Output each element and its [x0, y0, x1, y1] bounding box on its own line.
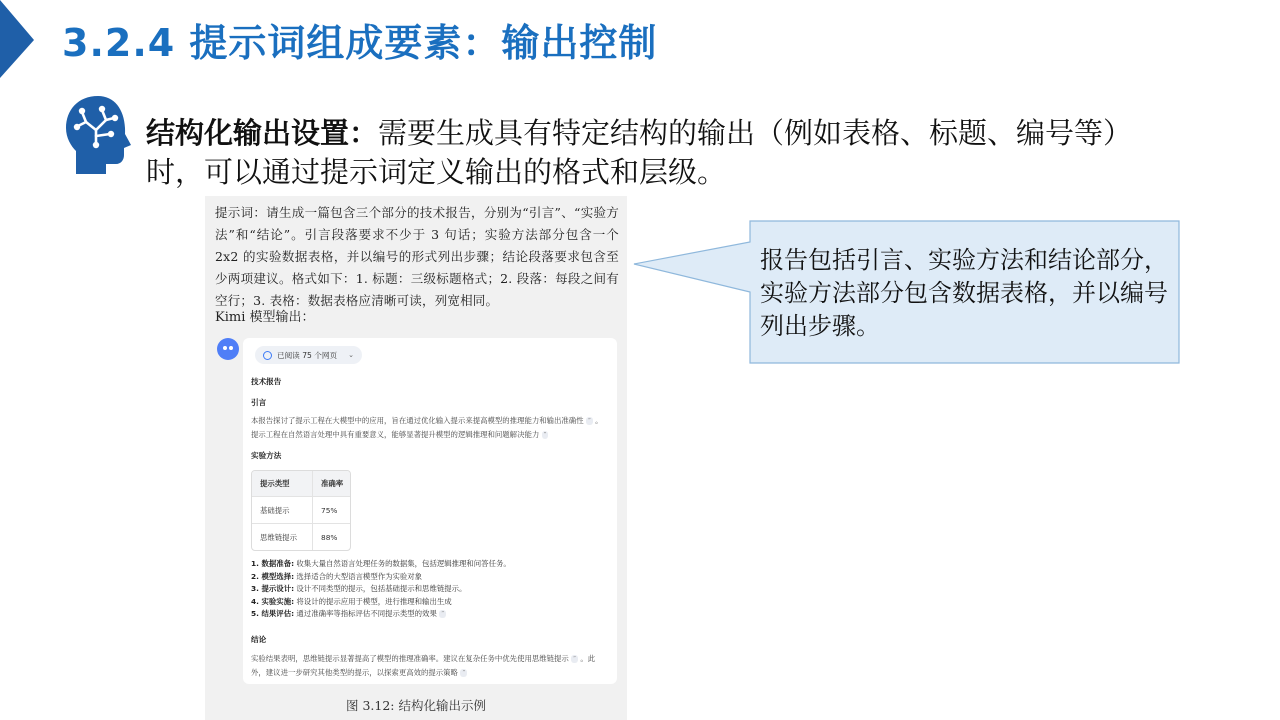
step-list: [251, 558, 603, 621]
table-header-row: [252, 471, 350, 496]
list-item: [251, 596, 603, 609]
step-label: 5. 结果评估:: [251, 609, 295, 619]
step-label: 3. 提示设计:: [251, 584, 295, 594]
conclusion-text-2: 。此外，建议进一步研究其他类型的提示，以探索更高效的提示策略: [251, 654, 596, 677]
step-text: 将设计的提示应用于模型，进行推理和输出生成: [296, 596, 452, 606]
callout-text: 报告包括引言、实验方法和结论部分，实验方法部分包含数据表格，并以编号列出步骤。: [760, 246, 1168, 340]
corner-triangle-decoration: [0, 0, 40, 80]
conclusion-text-1: 实验结果表明，思维链提示显著提高了模型的推理准确率。建议在复杂任务中优先使用思维链提示: [251, 654, 569, 663]
table-cell: 88%: [321, 532, 338, 542]
page-title: 3.2.4 提示词组成要素：输出控制: [62, 21, 658, 65]
step-text: 通过准确率等指标评估不同提示类型的效果: [296, 609, 437, 619]
table-header-cell: 准确率: [321, 479, 344, 488]
lead-bold-label: 结构化输出设置：: [146, 116, 379, 150]
table-cell: 思维链提示: [252, 524, 313, 550]
lead-text: 需要生成具有特定结构的输出（例如表格、标题、编号等）时，可以通过提示词定义输出的格式和层级。: [146, 116, 1133, 189]
citation-badge[interactable]: ”: [587, 418, 591, 424]
chevron-down-icon: ⌄: [348, 351, 354, 359]
step-text: 收集大量自然语言处理任务的数据集，包括逻辑推理和问答任务。: [296, 559, 511, 568]
intro-heading: 引言: [251, 398, 267, 407]
check-circle-icon: [263, 351, 272, 360]
list-item: [251, 583, 603, 596]
method-heading: 实验方法: [251, 451, 282, 460]
intro-paragraph: [251, 414, 603, 442]
intro-text-2: 。提示工程在自然语言处理中具有重要意义，能够显著提升模型的逻辑推理和问题解决能力: [251, 416, 603, 439]
figure-screenshot: [205, 196, 627, 720]
conclusion-heading: 结论: [251, 635, 267, 644]
list-item: [251, 571, 603, 584]
lead-paragraph: [146, 114, 1156, 192]
citation-badge[interactable]: ”: [462, 670, 466, 676]
figure-caption: 图 3.12: 结构化输出示例: [346, 698, 486, 713]
read-pages-pill[interactable]: [255, 346, 362, 364]
table-row: [252, 523, 350, 550]
citation-badge[interactable]: ”: [543, 432, 547, 438]
intro-text-1: 本报告探讨了提示工程在大模型中的应用，旨在通过优化输入提示来提高模型的推理能力和输出准确性: [251, 416, 584, 425]
step-text: 选择适合的大型语言模型作为实验对象: [296, 571, 423, 581]
report-title: 技术报告: [251, 377, 282, 386]
conclusion-paragraph: [251, 652, 603, 680]
step-label: 2. 模型选择:: [251, 571, 295, 581]
table-header-cell: 提示类型: [252, 471, 313, 496]
table-cell: 75%: [321, 505, 338, 515]
table-cell: 基础提示: [252, 497, 313, 523]
list-item: [251, 558, 603, 571]
model-output-label: Kimi 模型输出：: [215, 310, 315, 325]
kimi-avatar-icon: [217, 338, 239, 360]
chat-response-card: [243, 338, 617, 684]
brain-head-icon: [64, 94, 134, 176]
prompt-text: 提示词：请生成一篇包含三个部分的技术报告，分别为“引言”、“实验方法”和“结论”。引言段落要求不少于 3 句话；实验方法部分包含一个 2x2 的实验数据表格，并以编号的形式列出步骤；结论段落要求包含至少两项建议。格式如下：1. 标题：三级标题格式；2. 段落：每段之间有空行；3. 表格：数据表格应清晰可读，列宽相同。: [215, 205, 619, 308]
step-text: 设计不同类型的提示，包括基础提示和思维链提示。: [296, 584, 467, 594]
citation-badge[interactable]: ”: [441, 611, 445, 618]
citation-badge[interactable]: ”: [573, 656, 577, 662]
step-label: 1. 数据准备:: [251, 559, 295, 568]
list-item: [251, 608, 603, 621]
table-row: [252, 496, 350, 523]
read-pages-label: 已阅读 75 个网页: [277, 350, 338, 360]
data-table: [251, 470, 351, 551]
step-label: 4. 实验实施:: [251, 596, 295, 606]
